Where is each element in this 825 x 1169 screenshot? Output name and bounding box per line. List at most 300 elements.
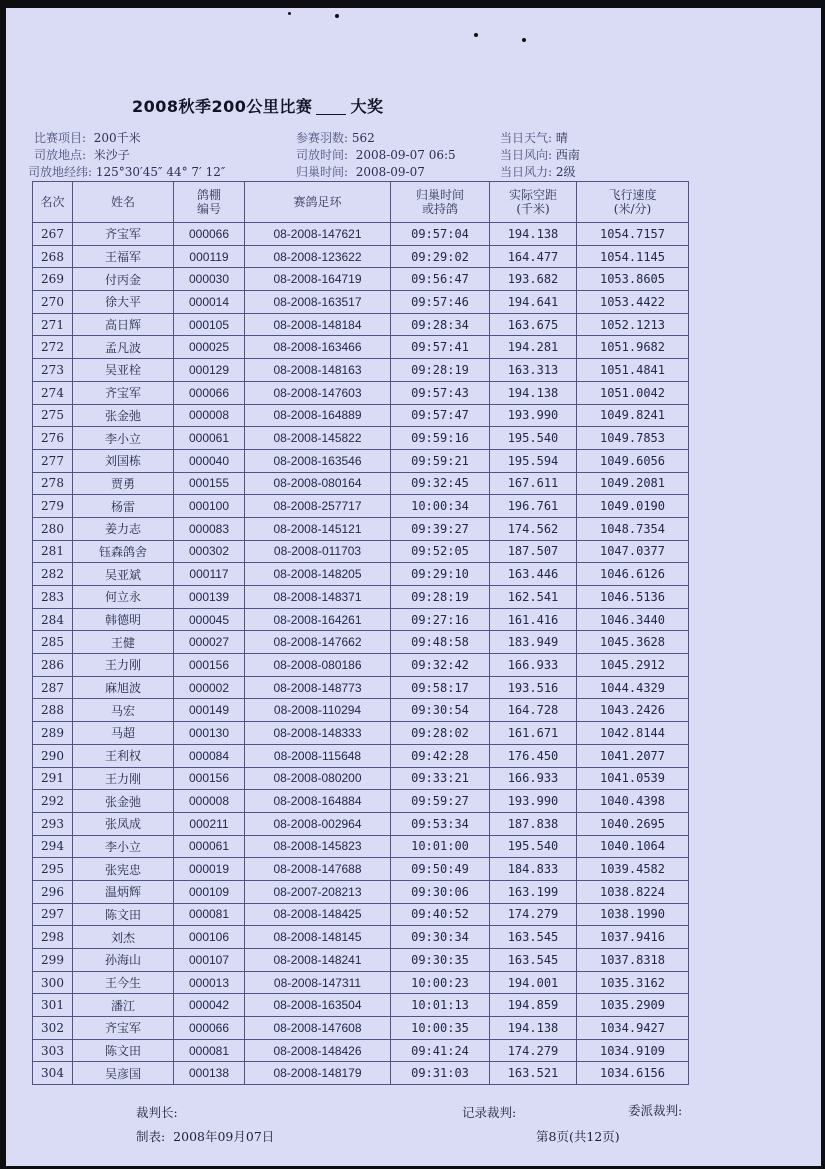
cell-ring: 08-2008-148371 [245, 586, 391, 609]
cell-speed: 1049.2081 [577, 472, 689, 495]
cell-ring: 08-2008-123622 [245, 245, 391, 268]
cell-loft: 000045 [174, 608, 245, 631]
info-pigeons: 参赛羽数: 562 [296, 131, 375, 145]
cell-dist: 183.949 [490, 631, 577, 654]
cell-time: 09:28:34 [391, 313, 490, 336]
cell-loft: 000117 [174, 563, 245, 586]
results-table [32, 181, 689, 1085]
cell-loft: 000019 [174, 858, 245, 881]
info-weather: 当日天气: 晴 [500, 131, 568, 145]
cell-rank: 300 [33, 971, 73, 994]
cell-loft: 000156 [174, 767, 245, 790]
table-row [33, 812, 689, 835]
cell-speed: 1035.3162 [577, 971, 689, 994]
cell-name: 陈文田 [73, 903, 174, 926]
cell-dist: 161.671 [490, 722, 577, 745]
table-row [33, 608, 689, 631]
cell-ring: 08-2008-163466 [245, 336, 391, 359]
cell-dist: 193.990 [490, 404, 577, 427]
cell-rank: 289 [33, 722, 73, 745]
cell-time: 09:28:19 [391, 359, 490, 382]
cell-dist: 195.594 [490, 449, 577, 472]
cell-ring: 08-2008-147621 [245, 223, 391, 246]
cell-ring: 08-2008-148333 [245, 722, 391, 745]
cell-name: 张金弛 [73, 404, 174, 427]
cell-dist: 174.562 [490, 517, 577, 540]
cell-rank: 283 [33, 586, 73, 609]
cell-rank: 293 [33, 812, 73, 835]
cell-loft: 000014 [174, 291, 245, 314]
cell-time: 09:58:17 [391, 676, 490, 699]
cell-name: 麻旭波 [73, 676, 174, 699]
cell-loft: 000027 [174, 631, 245, 654]
cell-name: 齐宝军 [73, 1017, 174, 1040]
cell-name: 高日辉 [73, 313, 174, 336]
cell-rank: 299 [33, 949, 73, 972]
cell-name: 刘国栋 [73, 449, 174, 472]
cell-rank: 270 [33, 291, 73, 314]
cell-rank: 271 [33, 313, 73, 336]
title-text: 2008秋季200公里比赛 [132, 97, 313, 116]
cell-name: 何立永 [73, 586, 174, 609]
cell-loft: 000013 [174, 971, 245, 994]
cell-ring: 08-2008-080164 [245, 472, 391, 495]
cell-ring: 08-2008-148179 [245, 1062, 391, 1085]
cell-loft: 000155 [174, 472, 245, 495]
cell-speed: 1038.1990 [577, 903, 689, 926]
cell-speed: 1041.0539 [577, 767, 689, 790]
cell-speed: 1046.6126 [577, 563, 689, 586]
cell-name: 马宏 [73, 699, 174, 722]
info-coordinates: 司放地经纬: 125°30′45″ 44° 7′ 12″ [28, 165, 226, 179]
cell-time: 10:00:34 [391, 495, 490, 518]
cell-ring: 08-2008-080200 [245, 767, 391, 790]
cell-loft: 000040 [174, 449, 245, 472]
cell-ring: 08-2008-148426 [245, 1039, 391, 1062]
cell-name: 付丙金 [73, 268, 174, 291]
table-row [33, 563, 689, 586]
cell-name: 王利权 [73, 744, 174, 767]
cell-ring: 08-2008-164884 [245, 790, 391, 813]
table-row [33, 880, 689, 903]
cell-loft: 000066 [174, 381, 245, 404]
cell-rank: 277 [33, 449, 73, 472]
cell-rank: 280 [33, 517, 73, 540]
cell-loft: 000139 [174, 586, 245, 609]
cell-rank: 279 [33, 495, 73, 518]
chief-judge-label: 裁判长: [136, 1105, 178, 1120]
cell-time: 10:00:23 [391, 971, 490, 994]
table-row [33, 994, 689, 1017]
cell-rank: 282 [33, 563, 73, 586]
cell-dist: 166.933 [490, 767, 577, 790]
cell-speed: 1052.1213 [577, 313, 689, 336]
cell-time: 10:01:00 [391, 835, 490, 858]
cell-dist: 164.477 [490, 245, 577, 268]
table-row [33, 790, 689, 813]
cell-name: 王健 [73, 631, 174, 654]
table-row [33, 767, 689, 790]
cell-loft: 000061 [174, 835, 245, 858]
cell-speed: 1040.2695 [577, 812, 689, 835]
cell-loft: 000302 [174, 540, 245, 563]
table-row [33, 699, 689, 722]
cell-dist: 194.138 [490, 381, 577, 404]
cell-speed: 1040.1064 [577, 835, 689, 858]
cell-time: 09:57:04 [391, 223, 490, 246]
table-row [33, 631, 689, 654]
cell-speed: 1034.9109 [577, 1039, 689, 1062]
cell-ring: 08-2008-148205 [245, 563, 391, 586]
cell-ring: 08-2008-080186 [245, 654, 391, 677]
cell-loft: 000008 [174, 790, 245, 813]
results-body [33, 223, 689, 1085]
table-row [33, 676, 689, 699]
cell-loft: 000129 [174, 359, 245, 382]
cell-dist: 194.281 [490, 336, 577, 359]
cell-rank: 275 [33, 404, 73, 427]
cell-dist: 184.833 [490, 858, 577, 881]
cell-loft: 000130 [174, 722, 245, 745]
cell-rank: 272 [33, 336, 73, 359]
cell-time: 09:27:16 [391, 608, 490, 631]
cell-rank: 268 [33, 245, 73, 268]
cell-ring: 08-2008-257717 [245, 495, 391, 518]
cell-rank: 285 [33, 631, 73, 654]
cell-rank: 301 [33, 994, 73, 1017]
table-row [33, 1039, 689, 1062]
cell-dist: 163.313 [490, 359, 577, 382]
cell-time: 09:52:05 [391, 540, 490, 563]
cell-speed: 1043.2426 [577, 699, 689, 722]
cell-loft: 000211 [174, 812, 245, 835]
cell-ring: 08-2008-148184 [245, 313, 391, 336]
cell-rank: 269 [33, 268, 73, 291]
cell-time: 10:01:13 [391, 994, 490, 1017]
table-row [33, 903, 689, 926]
cell-dist: 174.279 [490, 1039, 577, 1062]
cell-time: 09:57:43 [391, 381, 490, 404]
cell-dist: 195.540 [490, 835, 577, 858]
cell-name: 张凤成 [73, 812, 174, 835]
cell-loft: 000106 [174, 926, 245, 949]
cell-time: 09:57:46 [391, 291, 490, 314]
cell-dist: 163.446 [490, 563, 577, 586]
cell-rank: 297 [33, 903, 73, 926]
col-speed-header: 飞行速度 (米/分) [577, 182, 689, 223]
cell-name: 马超 [73, 722, 174, 745]
scan-speck [288, 12, 291, 15]
cell-ring: 08-2008-147608 [245, 1017, 391, 1040]
cell-rank: 302 [33, 1017, 73, 1040]
cell-speed: 1040.4398 [577, 790, 689, 813]
table-row [33, 835, 689, 858]
cell-time: 09:41:24 [391, 1039, 490, 1062]
cell-rank: 288 [33, 699, 73, 722]
cell-ring: 08-2008-145121 [245, 517, 391, 540]
info-project: 比赛项目: 200千米 [34, 131, 141, 145]
cell-name: 陈文田 [73, 1039, 174, 1062]
scan-speck [522, 38, 526, 42]
col-name-header: 姓名 [73, 182, 174, 223]
cell-speed: 1049.6056 [577, 449, 689, 472]
cell-ring: 08-2008-164261 [245, 608, 391, 631]
cell-dist: 176.450 [490, 744, 577, 767]
cell-speed: 1054.7157 [577, 223, 689, 246]
cell-speed: 1035.2909 [577, 994, 689, 1017]
cell-name: 孟凡波 [73, 336, 174, 359]
cell-speed: 1049.7853 [577, 427, 689, 450]
cell-name: 李小立 [73, 835, 174, 858]
delegate-label: 委派裁判: [628, 1103, 683, 1118]
cell-time: 09:39:27 [391, 517, 490, 540]
cell-dist: 163.199 [490, 880, 577, 903]
cell-time: 09:33:21 [391, 767, 490, 790]
cell-time: 09:28:19 [391, 586, 490, 609]
cell-dist: 193.990 [490, 790, 577, 813]
info-release: 司放时间: 2008-09-07 06:5 [296, 148, 456, 162]
table-row [33, 722, 689, 745]
cell-time: 09:31:03 [391, 1062, 490, 1085]
cell-speed: 1045.2912 [577, 654, 689, 677]
cell-speed: 1049.8241 [577, 404, 689, 427]
cell-speed: 1034.6156 [577, 1062, 689, 1085]
cell-ring: 08-2008-163517 [245, 291, 391, 314]
cell-name: 齐宝军 [73, 223, 174, 246]
cell-name: 王力刚 [73, 654, 174, 677]
cell-ring: 08-2008-148145 [245, 926, 391, 949]
table-row [33, 949, 689, 972]
cell-time: 09:30:35 [391, 949, 490, 972]
table-row [33, 223, 689, 246]
cell-speed: 1051.4841 [577, 359, 689, 382]
cell-loft: 000081 [174, 1039, 245, 1062]
table-row [33, 1062, 689, 1085]
cell-name: 王今生 [73, 971, 174, 994]
page-title [132, 94, 383, 117]
cell-rank: 295 [33, 858, 73, 881]
cell-ring: 08-2008-147603 [245, 381, 391, 404]
cell-name: 李小立 [73, 427, 174, 450]
cell-ring: 08-2008-147688 [245, 858, 391, 881]
cell-loft: 000119 [174, 245, 245, 268]
table-row [33, 744, 689, 767]
cell-dist: 195.540 [490, 427, 577, 450]
scan-speck [335, 14, 339, 18]
cell-rank: 290 [33, 744, 73, 767]
cell-dist: 167.611 [490, 472, 577, 495]
cell-name: 王福军 [73, 245, 174, 268]
table-row [33, 495, 689, 518]
cell-time: 09:29:02 [391, 245, 490, 268]
cell-dist: 187.507 [490, 540, 577, 563]
table-row [33, 654, 689, 677]
cell-ring: 08-2008-145822 [245, 427, 391, 450]
col-ring-header: 赛鸽足环 [245, 182, 391, 223]
cell-loft: 000002 [174, 676, 245, 699]
info-wind-direction: 当日风向: 西南 [500, 148, 580, 162]
cell-loft: 000156 [174, 654, 245, 677]
cell-speed: 1041.2077 [577, 744, 689, 767]
cell-ring: 08-2008-147311 [245, 971, 391, 994]
cell-rank: 292 [33, 790, 73, 813]
cell-name: 钰森鸽舍 [73, 540, 174, 563]
cell-dist: 196.761 [490, 495, 577, 518]
cell-name: 贾勇 [73, 472, 174, 495]
cell-time: 09:40:52 [391, 903, 490, 926]
cell-name: 张宪忠 [73, 858, 174, 881]
cell-rank: 294 [33, 835, 73, 858]
cell-rank: 278 [33, 472, 73, 495]
cell-speed: 1053.8605 [577, 268, 689, 291]
cell-loft: 000138 [174, 1062, 245, 1085]
cell-speed: 1039.4582 [577, 858, 689, 881]
table-header-row [33, 182, 689, 223]
cell-time: 09:30:34 [391, 926, 490, 949]
cell-rank: 273 [33, 359, 73, 382]
cell-dist: 194.641 [490, 291, 577, 314]
cell-time: 09:30:06 [391, 880, 490, 903]
cell-name: 张金弛 [73, 790, 174, 813]
title-suffix: 大奖 [350, 97, 384, 116]
info-wind-force: 当日风力: 2级 [500, 165, 576, 179]
table-row [33, 586, 689, 609]
title-blank [316, 114, 346, 115]
table-row [33, 449, 689, 472]
cell-speed: 1046.3440 [577, 608, 689, 631]
cell-loft: 000061 [174, 427, 245, 450]
cell-dist: 193.682 [490, 268, 577, 291]
cell-rank: 304 [33, 1062, 73, 1085]
cell-name: 吴亚栓 [73, 359, 174, 382]
cell-time: 09:59:27 [391, 790, 490, 813]
col-dist-header: 实际空距 (千米) [490, 182, 577, 223]
cell-name: 温炳辉 [73, 880, 174, 903]
cell-speed: 1048.7354 [577, 517, 689, 540]
cell-name: 韩德明 [73, 608, 174, 631]
cell-loft: 000025 [174, 336, 245, 359]
cell-dist: 187.838 [490, 812, 577, 835]
cell-dist: 162.541 [490, 586, 577, 609]
cell-speed: 1045.3628 [577, 631, 689, 654]
table-row [33, 540, 689, 563]
cell-ring: 08-2008-164889 [245, 404, 391, 427]
cell-ring: 08-2008-148241 [245, 949, 391, 972]
cell-ring: 08-2008-115648 [245, 744, 391, 767]
table-row [33, 926, 689, 949]
cell-speed: 1038.8224 [577, 880, 689, 903]
cell-name: 杨雷 [73, 495, 174, 518]
cell-time: 09:32:45 [391, 472, 490, 495]
cell-name: 齐宝军 [73, 381, 174, 404]
cell-time: 09:59:21 [391, 449, 490, 472]
col-loft-header: 鸽棚 编号 [174, 182, 245, 223]
cell-loft: 000066 [174, 223, 245, 246]
cell-rank: 286 [33, 654, 73, 677]
cell-speed: 1053.4422 [577, 291, 689, 314]
cell-ring: 08-2008-163546 [245, 449, 391, 472]
cell-speed: 1037.9416 [577, 926, 689, 949]
cell-speed: 1054.1145 [577, 245, 689, 268]
cell-name: 孙海山 [73, 949, 174, 972]
cell-dist: 163.521 [490, 1062, 577, 1085]
table-row [33, 381, 689, 404]
cell-time: 09:53:34 [391, 812, 490, 835]
cell-dist: 161.416 [490, 608, 577, 631]
cell-dist: 164.728 [490, 699, 577, 722]
cell-speed: 1042.8144 [577, 722, 689, 745]
table-row [33, 313, 689, 336]
cell-time: 09:29:10 [391, 563, 490, 586]
cell-name: 姜力志 [73, 517, 174, 540]
cell-time: 09:48:58 [391, 631, 490, 654]
cell-rank: 267 [33, 223, 73, 246]
cell-loft: 000030 [174, 268, 245, 291]
cell-loft: 000042 [174, 994, 245, 1017]
table-row [33, 359, 689, 382]
cell-name: 刘杰 [73, 926, 174, 949]
cell-speed: 1051.9682 [577, 336, 689, 359]
table-row [33, 971, 689, 994]
cell-speed: 1049.0190 [577, 495, 689, 518]
info-return: 归巢时间: 2008-09-07 [296, 165, 425, 179]
cell-name: 吴亚斌 [73, 563, 174, 586]
cell-dist: 163.545 [490, 949, 577, 972]
cell-name: 徐大平 [73, 291, 174, 314]
cell-ring: 08-2008-148425 [245, 903, 391, 926]
cell-dist: 163.675 [490, 313, 577, 336]
cell-dist: 194.138 [490, 1017, 577, 1040]
cell-ring: 08-2008-110294 [245, 699, 391, 722]
cell-rank: 303 [33, 1039, 73, 1062]
cell-name: 潘江 [73, 994, 174, 1017]
cell-rank: 287 [33, 676, 73, 699]
cell-rank: 276 [33, 427, 73, 450]
recorder-label: 记录裁判: [462, 1105, 517, 1120]
cell-speed: 1034.9427 [577, 1017, 689, 1040]
table-row [33, 427, 689, 450]
cell-ring: 08-2008-011703 [245, 540, 391, 563]
cell-rank: 274 [33, 381, 73, 404]
results-sheet [6, 8, 821, 1166]
cell-rank: 298 [33, 926, 73, 949]
cell-time: 09:59:16 [391, 427, 490, 450]
table-row [33, 268, 689, 291]
table-row [33, 858, 689, 881]
cell-loft: 000149 [174, 699, 245, 722]
cell-rank: 291 [33, 767, 73, 790]
cell-ring: 08-2008-163504 [245, 994, 391, 1017]
cell-name: 王力刚 [73, 767, 174, 790]
cell-time: 10:00:35 [391, 1017, 490, 1040]
cell-loft: 000105 [174, 313, 245, 336]
cell-loft: 000066 [174, 1017, 245, 1040]
cell-ring: 08-2008-147662 [245, 631, 391, 654]
made-by: 制表: 2008年09月07日 [136, 1129, 275, 1144]
cell-dist: 194.138 [490, 223, 577, 246]
table-row [33, 404, 689, 427]
table-row [33, 517, 689, 540]
page-indicator: 第8页(共12页) [536, 1129, 620, 1144]
scan-speck [474, 33, 478, 37]
cell-ring: 08-2008-148773 [245, 676, 391, 699]
cell-loft: 000109 [174, 880, 245, 903]
cell-rank: 281 [33, 540, 73, 563]
cell-time: 09:28:02 [391, 722, 490, 745]
cell-dist: 194.859 [490, 994, 577, 1017]
col-time-header: 归巢时间 或持鸽 [391, 182, 490, 223]
table-row [33, 336, 689, 359]
